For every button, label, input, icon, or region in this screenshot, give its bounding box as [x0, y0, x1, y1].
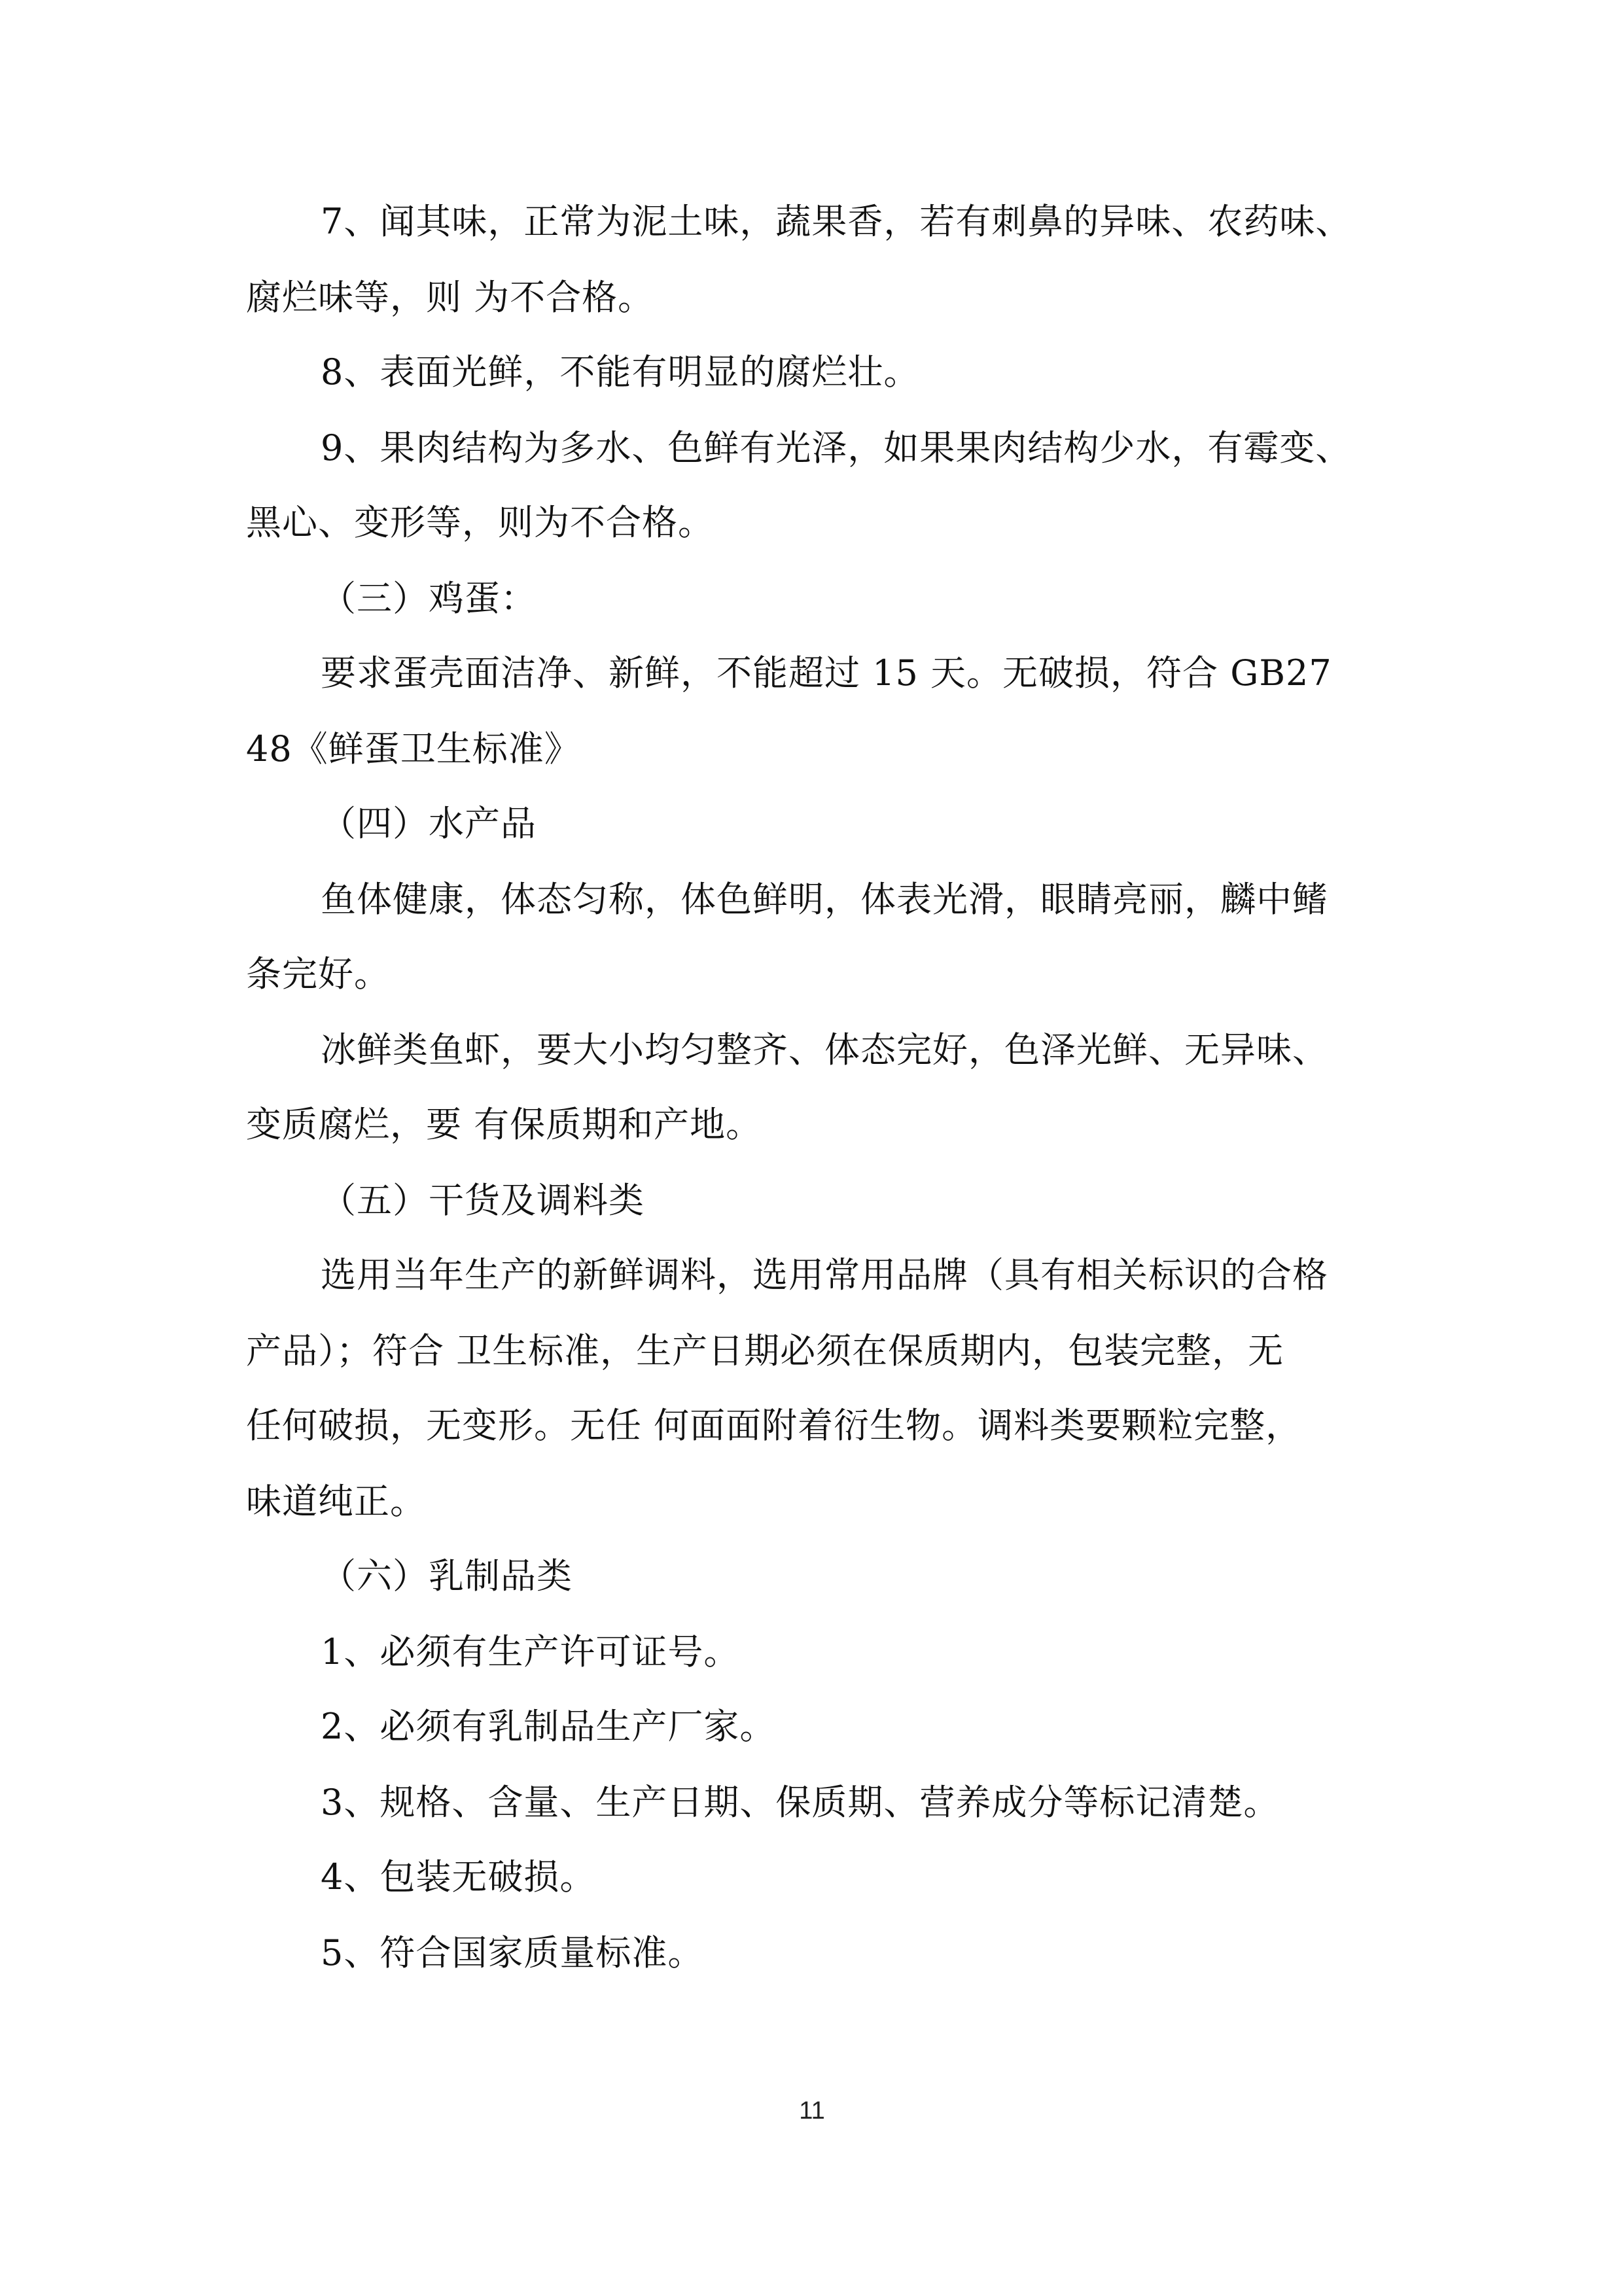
text-line: 冰鲜类鱼虾，要大小均匀整齐、体态完好，色泽光鲜、无异味、: [321, 1029, 1328, 1070]
section-heading: （四）水产品: [321, 803, 537, 844]
text-line: 选用当年生产的新鲜调料，选用常用品牌（具有相关标识的合格: [321, 1254, 1328, 1296]
text-line: 味道纯正。: [246, 1481, 426, 1522]
text-line: 产品）；符合 卫生标准，生产日期必须在保质期内，包装完整，无: [246, 1330, 1284, 1371]
text-line: 8、表面光鲜，不能有明显的腐烂壮。: [321, 351, 920, 393]
section-heading: （六）乳制品类: [321, 1555, 573, 1597]
text-line: 任何破损，无变形。无任 何面面附着衍生物。调料类要颗粒完整，: [246, 1405, 1302, 1446]
text-line: 48《鲜蛋卫生标准》: [246, 728, 580, 769]
text-line: 9、果肉结构为多水、色鲜有光泽，如果果肉结构少水，有霉变、: [321, 427, 1352, 468]
list-item: 1、必须有生产许可证号。: [321, 1631, 740, 1672]
list-item: 2、必须有乳制品生产厂家。: [321, 1706, 776, 1747]
text-line: 7、闻其味，正常为泥土味，蔬果香，若有刺鼻的异味、农药味、: [321, 201, 1352, 242]
section-heading: （五）干货及调料类: [321, 1180, 644, 1221]
list-item: 3、规格、含量、生产日期、保质期、营养成分等标记清楚。: [321, 1782, 1280, 1823]
text-line: 鱼体健康，体态匀称，体色鲜明，体表光滑，眼睛亮丽，麟中鳍: [321, 879, 1328, 920]
text-line: 条完好。: [246, 953, 390, 995]
text-line: 变质腐烂，要 有保质期和产地。: [246, 1104, 762, 1145]
page-number: 11: [799, 2097, 825, 2125]
text-line: 要求蛋壳面洁净、新鲜，不能超过 15 天。无破损，符合 GB27: [321, 652, 1332, 694]
list-item: 5、符合国家质量标准。: [321, 1932, 704, 1973]
list-item: 4、包装无破损。: [321, 1856, 596, 1898]
text-line: 腐烂味等，则 为不合格。: [246, 277, 654, 318]
section-heading: （三）鸡蛋：: [321, 578, 537, 619]
text-line: 黑心、变形等，则为不合格。: [246, 502, 714, 543]
